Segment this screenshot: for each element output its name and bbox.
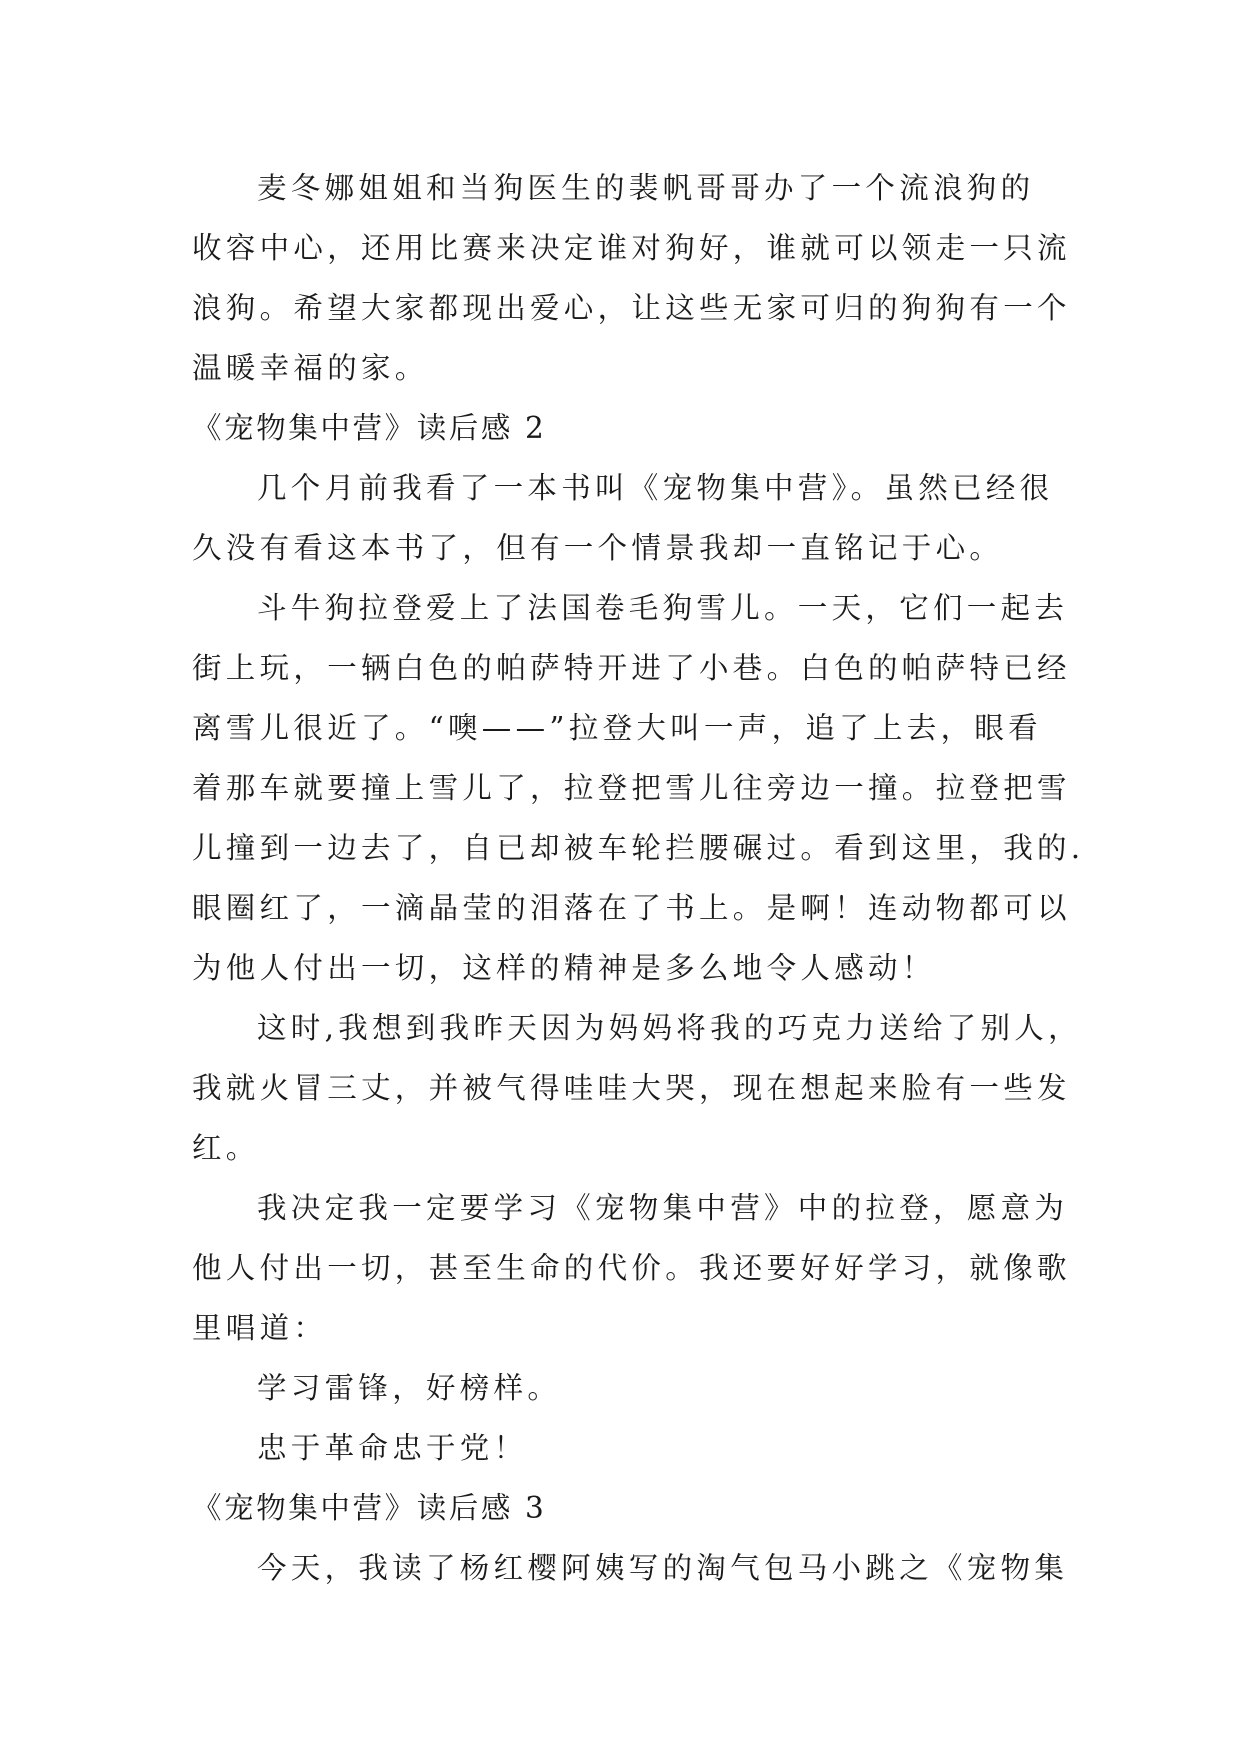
paragraph-line: 儿撞到一边去了，自已却被车轮拦腰碾过。看到这里，我的.	[192, 831, 1085, 865]
paragraph-line: 红。	[192, 1131, 260, 1165]
paragraph-line: 这时,我想到我昨天因为妈妈将我的巧克力送给了别人，	[257, 1011, 1082, 1045]
section-heading: 《宠物集中营》读后感 2	[192, 411, 547, 445]
paragraph-line: 我决定我一定要学习《宠物集中营》中的拉登，愿意为	[257, 1191, 1069, 1225]
paragraph-line: 斗牛狗拉登爱上了法国卷毛狗雪儿。一天，它们一起去	[257, 591, 1069, 625]
paragraph-line: 我就火冒三丈，并被气得哇哇大哭，现在想起来脸有一些发	[192, 1071, 1071, 1105]
paragraph-line: 为他人付出一切，这样的精神是多么地令人感动！	[192, 951, 936, 985]
paragraph-line: 他人付出一切，甚至生命的代价。我还要好好学习，就像歌	[192, 1251, 1071, 1285]
paragraph-line: 眼圈红了，一滴晶莹的泪落在了书上。是啊！连动物都可以	[192, 891, 1071, 925]
paragraph-line: 收容中心，还用比赛来决定谁对狗好，谁就可以领走一只流	[192, 231, 1071, 265]
paragraph-line: 今天，我读了杨红樱阿姨写的淘气包马小跳之《宠物集	[257, 1551, 1069, 1585]
paragraph-line: 里唱道：	[192, 1311, 328, 1345]
paragraph-line: 离雪儿很近了。“噢——”拉登大叫一声，追了上去，眼看	[192, 711, 1042, 745]
poem-line: 学习雷锋，好榜样。	[257, 1371, 562, 1405]
section-heading: 《宠物集中营》读后感 3	[192, 1491, 547, 1525]
document-page	[192, 158, 1085, 1598]
paragraph-line: 街上玩，一辆白色的帕萨特开进了小巷。白色的帕萨特已经	[192, 651, 1071, 685]
poem-line: 忠于革命忠于党！	[257, 1431, 528, 1465]
paragraph-line: 着那车就要撞上雪儿了，拉登把雪儿往旁边一撞。拉登把雪	[192, 771, 1071, 805]
paragraph-line: 温暖幸福的家。	[192, 351, 429, 385]
paragraph-line: 几个月前我看了一本书叫《宠物集中营》。虽然已经很	[257, 471, 1054, 505]
paragraph-line: 久没有看这本书了，但有一个情景我却一直铭记于心。	[192, 531, 1004, 565]
paragraph-line: 麦冬娜姐姐和当狗医生的裴帆哥哥办了一个流浪狗的	[257, 171, 1035, 205]
paragraph-line: 浪狗。希望大家都现出爱心，让这些无家可归的狗狗有一个	[192, 291, 1071, 325]
